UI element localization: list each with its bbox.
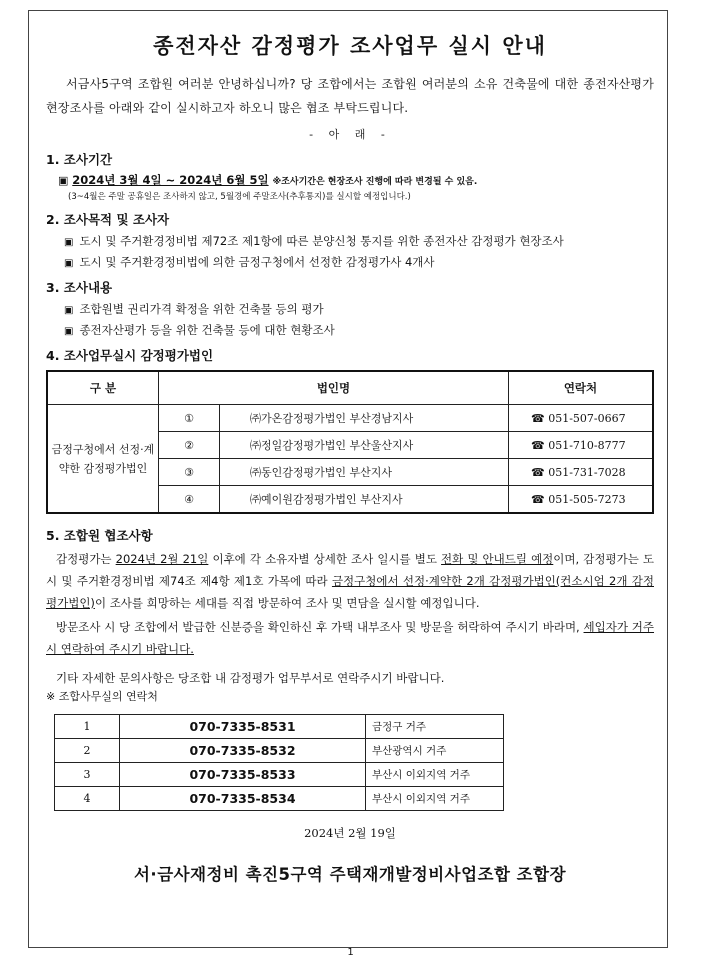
document-body [46,22,654,885]
table-row [55,715,504,739]
inquiry-text: 기타 자세한 문의사항은 당조합 내 감정평가 업무부서로 연락주시기 바랍니다. [56,671,445,685]
bullet-icon: ▣ [64,326,74,337]
section-2-item: ▣ 도시 및 주거환경정비법에 의한 금정구청에서 선정한 감정평가사 4개사 [64,255,435,269]
table-header-row [47,371,653,405]
bullet-icon: ▣ [64,305,74,316]
section-2-item: ▣ 도시 및 주거환경정비법 제72조 제1항에 따른 분양신청 통지를 위한 종전자산 감정평가 현장조사 [64,234,564,248]
firm-name: ㈜정일감정평가법인 부산울산지사 [220,432,509,459]
firm-name: ㈜예이원감정평가법인 부산지사 [220,486,509,514]
period-note: ※조사기간은 현장조사 진행에 따라 변경될 수 있음. [272,177,478,187]
section-3-item: ▣ 종전자산평가 등을 위한 건축물 등에 대한 현황조사 [64,323,335,337]
office-area: 부산시 이외지역 거주 [366,763,504,787]
firm-name: ㈜동인감정평가법인 부산지사 [220,459,509,486]
office-row-number: 2 [55,739,120,763]
table-row [47,405,653,432]
category-cell: 금정구청에서 선정·계약한 감정평가법인 [47,405,159,514]
office-phone: 070-7335-8533 [120,763,366,787]
bullet-icon: ▣ [64,237,74,248]
row-number: ③ [159,459,220,486]
survey-period [58,172,654,188]
section-4-heading: 4. 조사업무실시 감정평가법인 [46,348,214,363]
row-number: ② [159,432,220,459]
period-dates: 2024년 3월 4일 ~ 2024년 6월 5일 [72,173,269,187]
office-phone: 070-7335-8534 [120,787,366,811]
period-mark: ▣ [58,174,69,187]
office-row-number: 3 [55,763,120,787]
firm-phone: ☎ 051-507-0667 [509,405,654,432]
header-firm-name: 법인명 [159,371,509,405]
section-5-heading: 5. 조합원 협조사항 [46,528,153,543]
office-area: 부산광역시 거주 [366,739,504,763]
office-phone: 070-7335-8532 [120,739,366,763]
office-contact-label: ※ 조합사무실의 연락처 [46,690,158,703]
section-1-heading: 1. 조사기간 [46,152,113,167]
section-3-item: ▣ 조합원별 권리가격 확정을 위한 건축물 등의 평가 [64,302,324,316]
document-title: 종전자산 감정평가 조사업무 실시 안내 [153,34,547,58]
appraisal-firms-table [46,370,654,514]
row-number: ① [159,405,220,432]
office-area: 금정구 거주 [366,715,504,739]
firm-phone: ☎ 051-505-7273 [509,486,654,514]
association-chairman: 서·금사재정비 촉진5구역 주택재개발정비사업조합 조합장 [133,865,567,884]
office-row-number: 4 [55,787,120,811]
table-row [55,763,504,787]
cooperation-paragraph-2: 방문조사 시 당 조합에서 발급한 신분증을 확인하신 후 가택 내부조사 및 방문을 허락하여 주시기 바라며, 세입자가 거주 시 연락하여 주시기 바랍니다. [46,620,655,656]
section-2-heading: 2. 조사목적 및 조사자 [46,212,170,227]
office-row-number: 1 [55,715,120,739]
document-date: 2024년 2월 19일 [304,826,396,840]
office-phone: 070-7335-8531 [120,715,366,739]
header-contact: 연락처 [509,371,654,405]
ahrae-marker: - 아 래 - [309,128,391,141]
office-contact-table [54,714,504,811]
row-number: ④ [159,486,220,514]
bullet-icon: ▣ [64,258,74,269]
table-row [55,787,504,811]
firm-phone: ☎ 051-731-7028 [509,459,654,486]
firm-phone: ☎ 051-710-8777 [509,432,654,459]
table-row [55,739,504,763]
office-area: 부산시 이외지역 거주 [366,787,504,811]
page-number: 1 [347,947,354,958]
firm-name: ㈜가온감정평가법인 부산경남지사 [220,405,509,432]
cooperation-paragraph-1: 감정평가는 2024년 2월 21일 이후에 각 소유자별 상세한 조사 일시를 별도 전화 및 안내드릴 예정이며, 감정평가는 도시 및 주거환경정비법 제74조 제4항 제1호 가목에 따라 금정구청에서 선정·계약한 2개 감정평가법인(컨소시엄 2개 감정평가법인)이 조사를 희망하는 세대를 직접 방문하여 조사 및 면담을 실시할 예정입니다. [46,552,654,610]
section-3-heading: 3. 조사내용 [46,280,113,295]
header-category: 구 분 [47,371,159,405]
period-subnote: (3~4월은 주말 공휴일은 조사하지 않고, 5월경에 주말조사(추후통지)를 실시할 예정입니다.) [68,192,411,202]
intro-paragraph: 서금사5구역 조합원 여러분 안녕하십니까? 당 조합에서는 조합원 여러분의 소유 건축물에 대한 종전자산평가 현장조사를 아래와 같이 실시하고자 하오니 많은 협조 부탁드립니다. [46,77,654,115]
